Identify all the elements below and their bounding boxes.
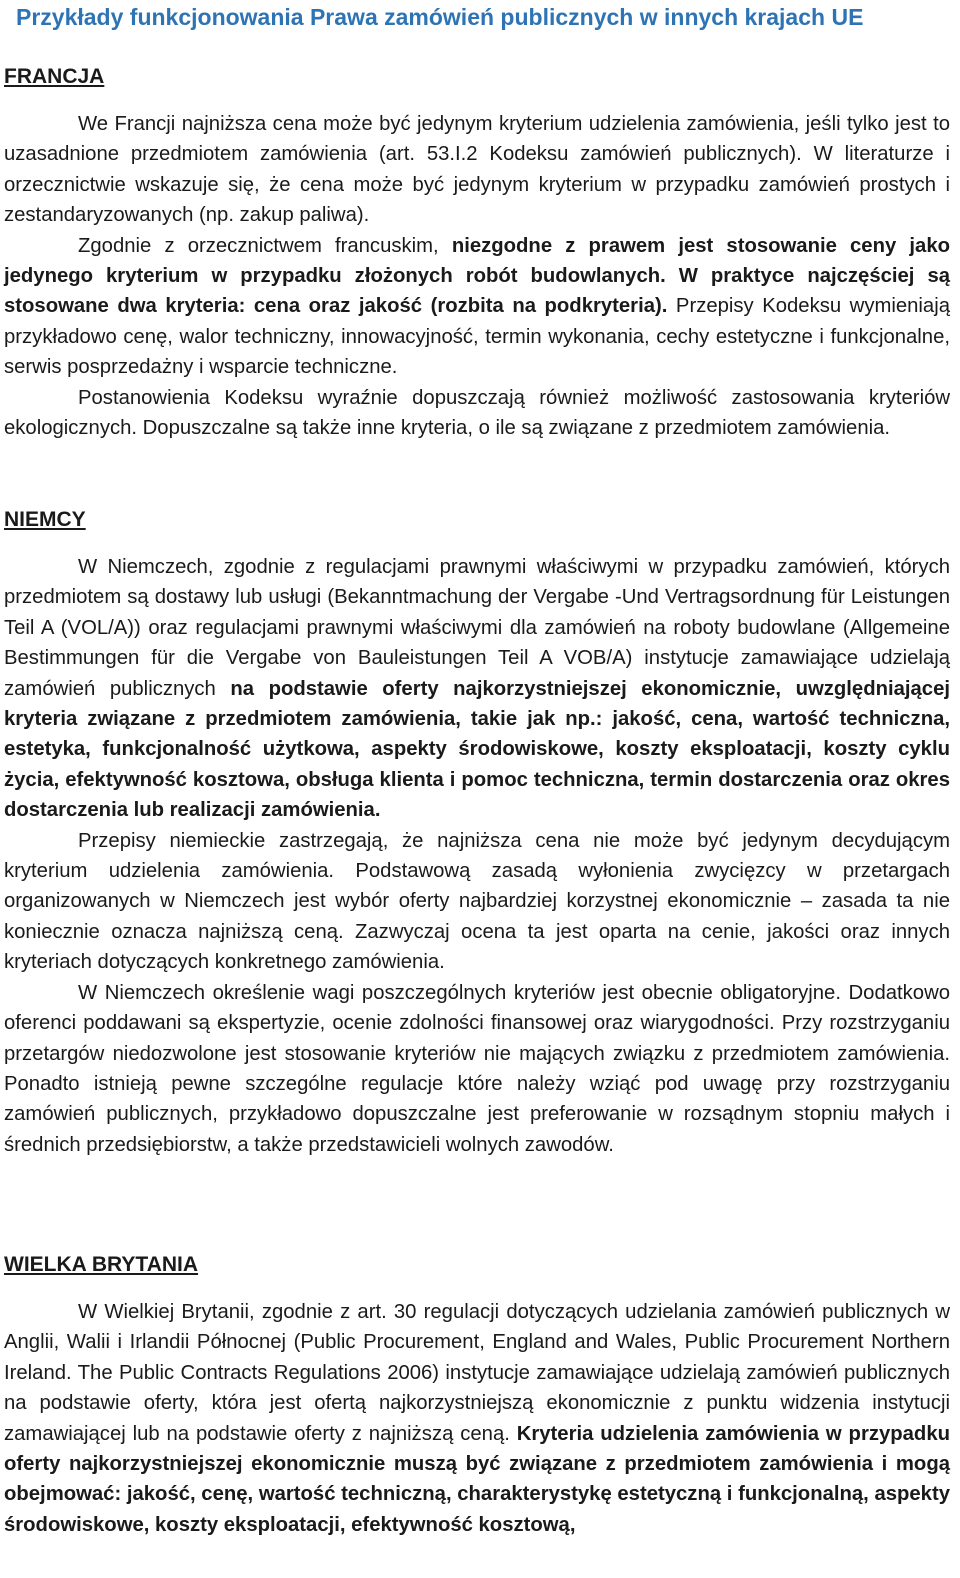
text-run: W Niemczech, zgodnie z regulacjami prawnymi właściwymi w przypadku zamówień, których przedmiotem są dostawy lub usługi (Bekanntmachung der Vergabe -Und Vertragsordnung für Leistungen Teil A (VOL/A)) oraz regulacjami prawnymi właściwymi dla zamówień na roboty budowlane (Allgemeine Bestimmungen für die Vergabe von Bauleistungen Teil A VOB/A) instytucje zamawiające udzielają zamówień publicznych — [4, 556, 950, 700]
paragraph — [4, 231, 950, 383]
section-germany — [4, 506, 950, 1160]
bold-text-run: na podstawie oferty najkorzystniejszej ekonomicznie, uwzględniającej kryteria związane z przedmiotem zamówienia, takie jak np.: jakość, cena, wartość techniczna, estetyka, funkcjonalność użytkowa, aspekty środowiskowe, koszty eksploatacji, koszty cyklu życia, efektywność kosztowa, obsługa klienta i pomoc techniczna, termin dostarczenia oraz okres dostarczenia lub realizacji zamówienia. — [4, 677, 950, 822]
bold-text-run: niezgodne z prawem jest stosowanie ceny jako jedynego kryterium w przypadku złożonych robót budowlanych. W praktyce najczęściej są stosowane dwa kryteria: cena oraz jakość (rozbita na podkryteria). — [4, 234, 950, 318]
paragraph — [4, 1297, 950, 1540]
section-france — [4, 63, 950, 443]
text-run: Przepisy niemieckie zastrzegają, że najniższa cena nie może być jedynym decydującym kryterium udzielenia zamówienia. Podstawową zasadą wyłonienia zwycięzcy w przetargach organizowanych w Niemczech jest wybór oferty najbardziej korzystnej ekonomicznie – zasada ta nie koniecznie oznacza najniższą ceną. Zazwyczaj ocena ta jest oparta na cenie, jakości oraz innych kryteriach dotyczących konkretnego zamówienia. — [4, 829, 950, 974]
section-heading: WIELKA BRYTANIA — [4, 1253, 199, 1276]
text-run: W Wielkiej Brytanii, zgodnie z art. 30 regulacji dotyczących udzielania zamówień publicznych w Anglii, Walii i Irlandii Północnej (Public Procurement, England and Wales, Public Procurement Northern Ireland. The Public Contracts Regulations 2006) instytucje zamawiające udzielają zamówień publicznych na podstawie oferty, która jest ofertą najkorzystniejszą ekonomicznie z punktu widzenia instytucji zamawiającej lub na podstawie oferty z najniższą ceną. — [4, 1301, 950, 1445]
document-title: Przykłady funkcjonowania Prawa zamówień publicznych w innych krajach UE — [16, 4, 864, 30]
paragraph — [4, 552, 950, 826]
text-run: We Francji najniższa cena może być jedynym kryterium udzielenia zamówienia, jeśli tylko jest to uzasadnione przedmiotem zamówienia (art. 53.I.2 Kodeksu zamówień publicznych). W literaturze i orzecznictwie wskazuje się, że cena może być jedynym kryterium w przypadku zamówień prostych i zestandaryzowanych (np. zakup paliwa). — [4, 113, 950, 227]
text-run: Przepisy Kodeksu wymieniają przykładowo cenę, walor techniczny, innowacyjność, termin wykonania, cechy estetyczne i funkcjonalne, serwis posprzedażny i wsparcie techniczne. — [4, 295, 950, 379]
text-run: W Niemczech określenie wagi poszczególnych kryteriów jest obecnie obligatoryjne. Dodatkowo oferenci poddawani są ekspertyzie, ocenie zdolności finansowej oraz wiarygodności. Przy rozstrzyganiu przetargów niedozwolone jest stosowanie kryteriów nie mających związku z przedmiotem zamówienia. Ponadto istnieją pewne szczególne regulacje które należy wziąć pod uwagę przy rozstrzyganiu zamówień publicznych, przykładowo dopuszczalne jest preferowanie w rozsądnym stopniu małych i średnich przedsiębiorstw, a także przedstawicieli wolnych zawodów. — [4, 981, 950, 1156]
section-body — [4, 109, 950, 443]
section-heading: NIEMCY — [4, 508, 86, 531]
paragraph — [4, 826, 950, 978]
section-heading: FRANCJA — [4, 65, 105, 88]
bold-text-run: Kryteria udzielenia zamówienia w przypadku oferty najkorzystniejszej ekonomicznie muszą być związane z przedmiotem zamówienia i mogą obejmować: jakość, cenę, wartość techniczną, charakterystykę estetyczną i funkcjonalną, aspekty środowiskowe, koszty eksploatacji, efektywność kosztową, — [4, 1422, 950, 1536]
paragraph — [4, 109, 950, 231]
text-run: Postanowienia Kodeksu wyraźnie dopuszczają również możliwość zastosowania kryteriów ekologicznych. Dopuszczalne są także inne kryteria, o ile są związane z przedmiotem zamówienia. — [4, 386, 950, 440]
section-united-kingdom — [4, 1251, 950, 1540]
section-body — [4, 1297, 950, 1540]
paragraph — [4, 978, 950, 1160]
paragraph — [4, 383, 950, 444]
text-run: Zgodnie z orzecznictwem francuskim, — [78, 234, 452, 257]
section-body — [4, 552, 950, 1160]
